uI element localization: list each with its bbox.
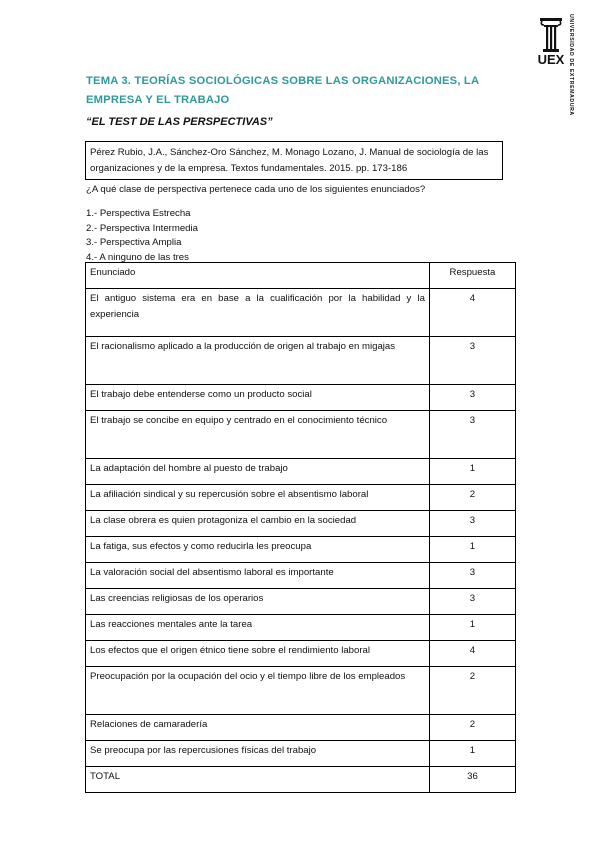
option-item: 4.- A ninguno de las tres bbox=[86, 251, 189, 263]
option-item: 2.- Perspectiva Intermedia bbox=[86, 222, 198, 234]
table-row bbox=[86, 337, 516, 385]
row-statement: La fatiga, sus efectos y como reducirla les preocupa bbox=[86, 537, 430, 563]
row-statement: La afiliación sindical y su repercusión sobre el absentismo laboral bbox=[86, 485, 430, 511]
row-answer: 2 bbox=[429, 715, 515, 741]
table-row bbox=[86, 485, 516, 511]
table-row bbox=[86, 385, 516, 411]
row-statement: El antiguo sistema era en base a la cualificación por la habilidad y la experiencia bbox=[86, 289, 430, 337]
row-answer: 3 bbox=[429, 511, 515, 537]
row-answer: 3 bbox=[429, 563, 515, 589]
options-list bbox=[86, 207, 198, 265]
logo-text: UEX bbox=[537, 52, 565, 67]
row-answer: 3 bbox=[429, 337, 515, 385]
question-text: ¿A qué clase de perspectiva pertenece cada uno de los siguientes enunciados? bbox=[86, 184, 426, 195]
total-value: 36 bbox=[429, 767, 515, 793]
option-item: 3.- Perspectiva Amplia bbox=[86, 237, 182, 249]
table-row bbox=[86, 589, 516, 615]
table-row bbox=[86, 615, 516, 641]
table-row bbox=[86, 537, 516, 563]
row-answer: 3 bbox=[429, 385, 515, 411]
row-answer: 1 bbox=[429, 537, 515, 563]
header-statement: Enunciado bbox=[86, 263, 430, 289]
bibliographic-reference: Pérez Rubio, J.A., Sánchez-Oro Sánchez, M. Monago Lozano, J. Manual de sociología de las organizaciones y de la empresa. Textos fundamentales. 2015. pp. 173-186 bbox=[85, 141, 503, 180]
total-label: TOTAL bbox=[86, 767, 430, 793]
row-answer: 3 bbox=[429, 589, 515, 615]
row-statement: La clase obrera es quien protagoniza el cambio en la sociedad bbox=[86, 511, 430, 537]
row-answer: 2 bbox=[429, 485, 515, 511]
table-total-row bbox=[86, 767, 516, 793]
row-statement: Relaciones de camaradería bbox=[86, 715, 430, 741]
answers-table bbox=[85, 262, 516, 793]
option-item: 1.- Perspectiva Estrecha bbox=[86, 208, 191, 219]
row-answer: 1 bbox=[429, 459, 515, 485]
row-answer: 4 bbox=[429, 641, 515, 667]
table-row bbox=[86, 741, 516, 767]
header-answer: Respuesta bbox=[429, 263, 515, 289]
row-answer: 2 bbox=[429, 667, 515, 715]
table-row bbox=[86, 411, 516, 459]
row-statement: Se preocupa por las repercusiones físicas del trabajo bbox=[86, 741, 430, 767]
table-row bbox=[86, 289, 516, 337]
row-statement: La adaptación del hombre al puesto de trabajo bbox=[86, 459, 430, 485]
table-row bbox=[86, 715, 516, 741]
logo-vertical-text: UNIVERSIDAD DE EXTREMADURA bbox=[568, 14, 574, 116]
page-title: TEMA 3. TEORÍAS SOCIOLÓGICAS SOBRE LAS ORGANIZACIONES, LA EMPRESA Y EL TRABAJO bbox=[86, 75, 479, 106]
row-statement: El trabajo se concibe en equipo y centrado en el conocimiento técnico bbox=[86, 411, 430, 459]
row-answer: 1 bbox=[429, 741, 515, 767]
table-row bbox=[86, 563, 516, 589]
row-statement: La valoración social del absentismo laboral es importante bbox=[86, 563, 430, 589]
row-answer: 1 bbox=[429, 615, 515, 641]
table-row bbox=[86, 511, 516, 537]
row-statement: El trabajo debe entenderse como un producto social bbox=[86, 385, 430, 411]
table-row bbox=[86, 459, 516, 485]
row-statement: El racionalismo aplicado a la producción de origen al trabajo en migajas bbox=[86, 337, 430, 385]
table-row bbox=[86, 667, 516, 715]
row-answer: 4 bbox=[429, 289, 515, 337]
table-header-row bbox=[86, 263, 516, 289]
row-statement: Preocupación por la ocupación del ocio y el tiempo libre de los empleados bbox=[86, 667, 430, 715]
row-statement: Las creencias religiosas de los operarios bbox=[86, 589, 430, 615]
row-answer: 3 bbox=[429, 411, 515, 459]
table-row bbox=[86, 641, 516, 667]
row-statement: Las reacciones mentales ante la tarea bbox=[86, 615, 430, 641]
uex-logo-mark bbox=[538, 14, 568, 122]
test-subtitle: “EL TEST DE LAS PERSPECTIVAS” bbox=[86, 116, 273, 128]
row-statement: Los efectos que el origen étnico tiene sobre el rendimiento laboral bbox=[86, 641, 430, 667]
